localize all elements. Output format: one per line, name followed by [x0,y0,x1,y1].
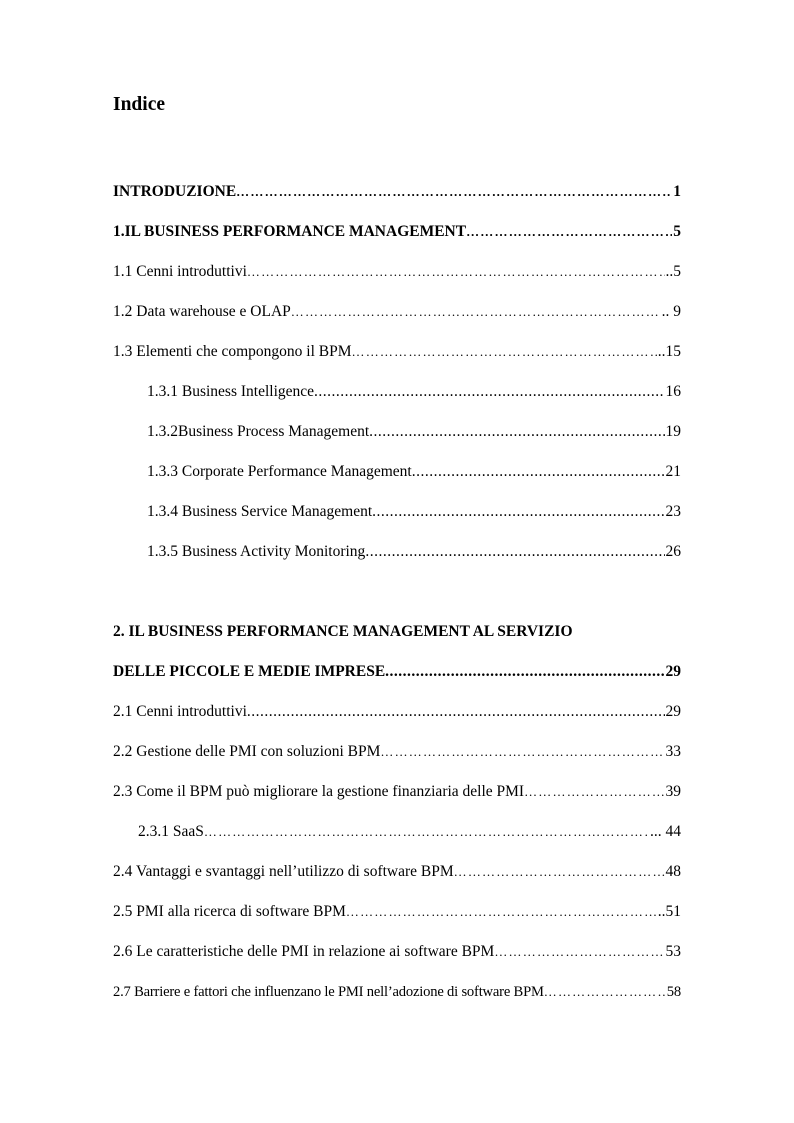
toc-entry[interactable] [113,981,681,1003]
toc-entry-label: 2.3 Come il BPM può migliorare la gestione finanziaria delle PMI [113,783,525,800]
toc-entry[interactable] [147,501,681,523]
toc-entry[interactable] [113,701,681,723]
toc-entry-page: ..15 [657,343,681,360]
toc-entry[interactable] [113,741,681,763]
dot-leader [372,501,664,523]
toc-entry[interactable] [138,821,681,843]
dot-leader [454,861,665,883]
toc-entry-label: 2.3.1 SaaS [138,823,204,840]
toc-entry-page: .. 9 [661,303,681,320]
toc-entry-label: 2.2 Gestione delle PMI con soluzioni BPM [113,743,381,760]
toc-entry-page: 33 [665,743,681,760]
toc-entry-label: 2. IL BUSINESS PERFORMANCE MANAGEMENT AL SERVIZIO [113,623,573,640]
toc-entry-label: 1.3.1 Business Intelligence [147,383,315,400]
toc-entry-page: 5 [673,223,681,240]
dot-leader [365,541,664,563]
dot-leader [544,981,666,1003]
toc-entry[interactable] [113,261,681,283]
toc-entry-label: 2.1 Cenni introduttivi [113,703,247,720]
dot-leader [346,901,657,923]
dot-leader [524,781,664,803]
toc-entry-page: 29 [665,703,681,720]
toc-entry[interactable] [113,301,681,323]
toc-entry-page: 26 [665,543,681,560]
toc-entry[interactable] [113,661,681,683]
toc-entry-page: 58 [666,984,681,1000]
dot-leader [412,461,665,483]
page-title: Indice [113,94,166,115]
toc-entry-label: 2.6 Le caratteristiche delle PMI in relazione ai software BPM [113,943,495,960]
toc-entry[interactable] [113,181,681,203]
toc-entry-label: 2.7 Barriere e fattori che influenzano le PMI nell’adozione di software BPM [113,984,544,1000]
toc-entry-label: 1.3.5 Business Activity Monitoring [147,543,366,560]
dot-leader [466,221,672,243]
dot-leader [385,661,664,683]
toc-entry-page: 39 [665,783,681,800]
toc-entry[interactable] [147,541,681,563]
toc-entry-page: 53 [665,943,681,960]
toc-entry-label: DELLE PICCOLE E MEDIE IMPRESE [113,663,386,680]
dot-leader [380,741,664,763]
toc-entry-page: 19 [665,423,681,440]
toc-entry-page: 23 [665,503,681,520]
toc-entry[interactable] [113,901,681,923]
dot-leader [204,821,649,843]
toc-entry-page: 29 [665,663,681,680]
toc-entry[interactable] [113,221,681,243]
toc-entry-label: 1.2 Data warehouse e OLAP [113,303,291,320]
dot-leader [369,421,664,443]
dot-leader [494,941,664,963]
dot-leader [291,301,661,323]
dot-leader [314,381,664,403]
toc-entry[interactable] [147,461,681,483]
toc-entry-label: 2.5 PMI alla ricerca di software BPM [113,903,346,920]
toc-entry-page: ..5 [665,263,681,280]
toc-entry-page: ..51 [657,903,681,920]
toc-entry-label: 1.3 Elementi che compongono il BPM [113,343,352,360]
toc-entry[interactable] [113,781,681,803]
dot-leader [247,261,665,283]
dot-leader [236,181,672,203]
toc-entry-label: 2.4 Vantaggi e svantaggi nell’utilizzo di software BPM [113,863,454,880]
toc-entry-label: 1.3.2Business Process Management [147,423,370,440]
toc-entry-page: 48 [665,863,681,880]
toc-entry-label: 1.3.4 Business Service Management [147,503,373,520]
toc-entry-page: 1 [673,183,681,200]
toc-entry-label: 1.IL BUSINESS PERFORMANCE MANAGEMENT [113,223,467,240]
dot-leader [352,341,657,363]
toc-entry-page: ... 44 [650,823,681,840]
toc-entry-label: INTRODUZIONE [113,183,237,200]
toc-entry[interactable] [113,941,681,963]
toc-entry[interactable] [113,341,681,363]
toc-entry-label: 1.3.3 Corporate Performance Management [147,463,412,480]
toc-entry[interactable] [147,381,681,403]
toc-entry[interactable] [147,421,681,443]
toc-entry[interactable] [113,621,681,643]
toc-entry-page: 16 [665,383,681,400]
toc-entry-page: 21 [665,463,681,480]
toc-entry[interactable] [113,861,681,883]
toc-entry-label: 1.1 Cenni introduttivi [113,263,247,280]
dot-leader [247,701,665,723]
